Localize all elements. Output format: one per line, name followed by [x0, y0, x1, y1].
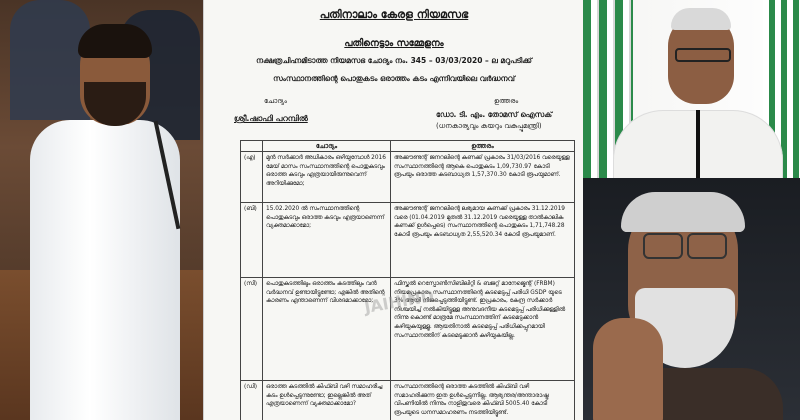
table-header-question: ചോദ്യം	[263, 141, 391, 152]
watermark-text: JAIHIND	[362, 286, 436, 317]
row-question: ഒരാത്ത കടത്തിൽ കിഫ്ബി വഴി സമാഹരിച്ച കടം ഉൾപ്പെടുന്നുണ്ടോ; ഇല്ലെങ്കിൽ അത് എത്രയാണെന്ന് വ്യക്തമാക്കാമോ?	[263, 381, 391, 420]
microphone-icon	[696, 110, 700, 178]
row-number: (ഡി)	[241, 381, 263, 420]
row-question: 15.02.2020 ൽ സംസ്ഥാനത്തിന്റെ പൊതുകടവും ഒരാത്ത കടവും എത്രയാണെന്ന് വ്യക്തമാക്കാമോ;	[263, 203, 391, 278]
chief-minister-photo	[583, 0, 800, 178]
row-answer: ഫിസ്കൽ റെസ്പോൺസിബിലിറ്റി & ബജറ്റ് മാനേജ്മെന്റ് (FRBM) നിയമപ്രകാരം സംസ്ഥാനത്തിന്റെ കടമെടുപ്പ് പരിധി GSDP യുടെ 3% ആയി നിജപ്പെടുത്തിയിട്ടുണ്ട്. ഇപ്രകാരം, കേന്ദ്ര സർക്കാർ നിശ്ചയിച്ച് നൽകിയിട്ടുള്ള അനുവദനീയ കടമെടുപ്പ് പരിധിക്കുള്ളിൽ നിന്നു കൊണ്ട് മാത്രമേ സംസ്ഥാനത്തിന് കടമെടുക്കാൻ കഴിയുകയുള്ളൂ. ആയതിനാൽ കടമെടുപ്പ് പരിധിക്കപ്പുറമായി സംസ്ഥാനത്തിന് കടമെടുക്കാൻ കഴിയുകയില്ല.	[391, 278, 575, 381]
asker-name: ശ്രീ.ഷാഫി പറമ്പിൽ	[234, 114, 308, 123]
row-answer: അക്കൗണ്ടന്റ് ജനറലിന്റെ കണക്ക് പ്രകാരം 31/03/2016 വരെയുള്ള സംസ്ഥാനത്തിന്റെ ആകെ പൊതുകടം 1,09,730.97 കോടി രൂപയും ഒരാത്ത കടബാധ്യത 1,57,370.30 കോടി രൂപയുമാണ്.	[391, 152, 575, 203]
qa-table	[240, 140, 575, 420]
answer-label: ഉത്തരം	[494, 97, 519, 105]
row-number: (സി)	[241, 278, 263, 381]
table-row	[241, 203, 575, 278]
table-row	[241, 152, 575, 203]
minister-name: ഡോ. ടി. എം. തോമസ് ഐസക്	[436, 110, 553, 119]
row-number: (ബി)	[241, 203, 263, 278]
row-number: (എ)	[241, 152, 263, 203]
row-question: മുൻ സർക്കാർ അധികാരം ഒഴിയുമ്പോൾ 2016 മേയ് മാസം സംസ്ഥാനത്തിന്റെ പൊതുകടവും ഒരാത്ത കടവും എത്രയായിരുന്നുവെന്ന് അറിയിക്കുമോ;	[263, 152, 391, 203]
document-title: പതിനാലാം കേരള നിയമസഭ	[319, 8, 469, 21]
row-answer: അക്കൗണ്ടന്റ് ജനറലിന്റെ ലഭ്യമായ കണക്ക് പ്രകാരം 31.12.2019 വരെ (01.04.2019 മുതൽ 31.12.2019 വരെയുള്ള താൽകാലിക കണക്ക് ഉൾപ്പെടെ) സംസ്ഥാനത്തിന്റെ പൊതുകടം 1,71,748.28 കോടി രൂപയും കടബാധ്യത 2,55,520.34 കോടി രൂപയുമാണ്.	[391, 203, 575, 278]
ministry-name: (ധനകാര്യവും കയറും വകുപ്പുമന്ത്രി)	[436, 122, 542, 130]
person-hair	[671, 8, 731, 30]
question-label: ചോദ്യം	[264, 97, 287, 105]
speaker-photo	[0, 0, 203, 420]
table-header-answer: ഉത്തരം	[391, 141, 575, 152]
table-header-num	[241, 141, 263, 152]
session-label: പതിനെട്ടാം സമ്മേളനം	[344, 38, 444, 49]
speaker-hair	[78, 24, 152, 58]
table-header-row	[241, 141, 575, 152]
question-subject: സംസ്ഥാനത്തിന്റെ പൊതുകടം ഒരാത്തം കടം എന്നിവയിലെ വർദ്ധനവ്	[273, 74, 515, 83]
background-person	[10, 0, 90, 120]
glasses-icon	[687, 233, 727, 259]
person-hand	[593, 318, 663, 420]
person-hair	[621, 192, 745, 232]
finance-minister-photo	[583, 178, 800, 420]
glasses-icon	[643, 233, 683, 259]
glasses-icon	[675, 48, 731, 62]
row-answer: സംസ്ഥാനത്തിന്റെ ഒരാത്ത കടത്തിൽ കിഫ്ബി വഴി സമാഹരിക്കുന്ന ഇത ഉൾപ്പെടുന്നില്ല. ആഭ്യന്തര/അന്താരാഷ്ട്ര വിപണിയിൽ നിന്നും നാളിതുവരെ കിഫ്ബി 5005.40 കോടി രൂപയുടെ ധനസമാഹരണം നടത്തിയിട്ടുണ്ട്.	[391, 381, 575, 420]
table-row	[241, 381, 575, 420]
row-question: പൊതുകടത്തിലും ഒരാത്തം കടത്തിലും വൻ വർദ്ധനവ് ഉണ്ടായിട്ടുണ്ടോ; എങ്കിൽ അതിന്റെ കാരണം എന്താണെന്ന് വിശദമാക്കാമോ;	[263, 278, 391, 381]
question-reference: നക്ഷത്രചിഹ്നമിടാത്ത നിയമസഭ ചോദ്യം നം. 345 – 03/03/2020 – ല മറുപടിക്ക്	[256, 56, 532, 65]
speaker-shirt	[30, 120, 180, 420]
assembly-document	[203, 0, 585, 420]
